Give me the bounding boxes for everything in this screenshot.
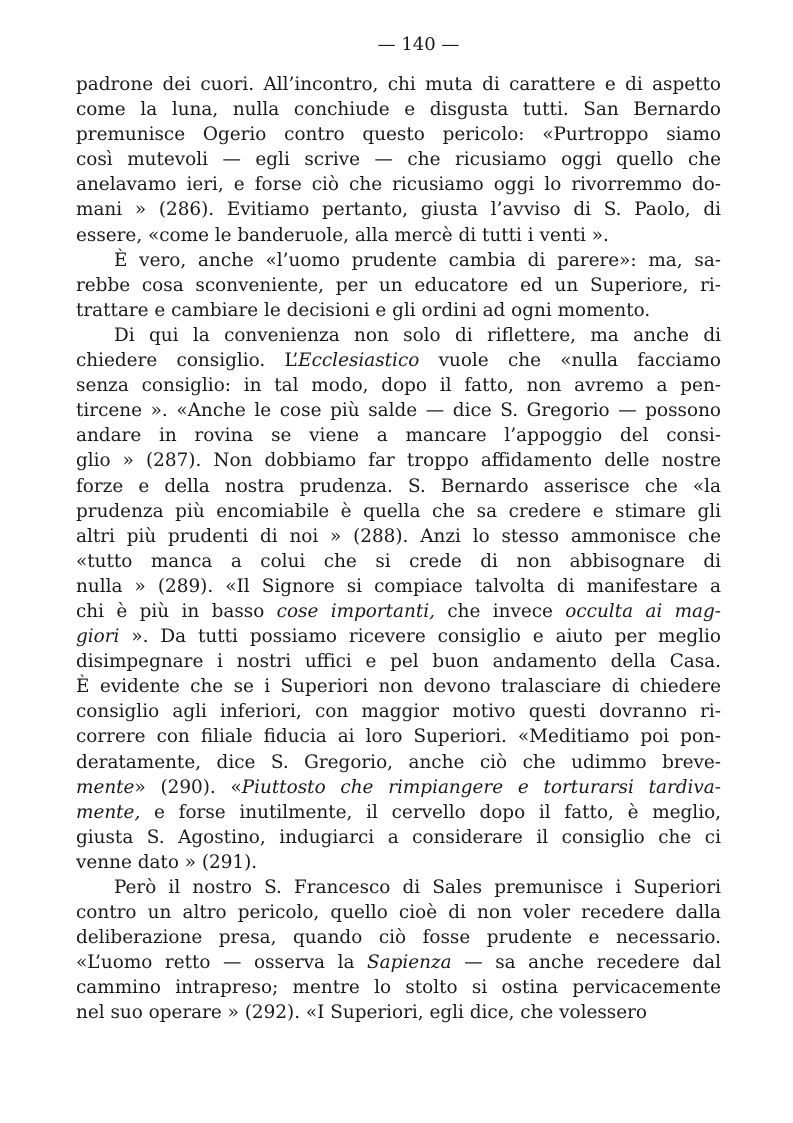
- text-run: anelavamo ieri, e forse ciò che ricusiamo oggi lo rivorremmo do-: [76, 174, 721, 196]
- paragraph: [76, 72, 721, 248]
- text-line: [76, 549, 721, 574]
- text-run: glio » (287). Non dobbiamo far troppo affidamento delle nostre: [76, 450, 721, 472]
- text-run: Di qui la convenienza non solo di riflettere, ma anche di: [114, 324, 721, 346]
- book-page: [76, 30, 721, 1026]
- text-run: come la luna, nulla conchiude e disgusta tutti. San Bernardo: [76, 99, 721, 121]
- text-line: [76, 624, 721, 649]
- text-run: cammino intrapreso; mentre lo stolto si ostina pervicacemente: [76, 977, 721, 999]
- text-run: È vero, anche «l’uomo prudente cambia di parere»: ma, sa-: [114, 249, 721, 271]
- text-run: giusta S. Agostino, indugiarci a considerare il consiglio che ci: [76, 826, 721, 848]
- text-line: [76, 800, 721, 825]
- text-run: «L’uomo retto — osserva la: [76, 952, 368, 974]
- text-run: — sa anche recedere dal: [451, 952, 721, 974]
- text-line: [76, 122, 721, 147]
- text-line: [76, 599, 721, 624]
- italic-text: mente,: [76, 801, 141, 823]
- text-run: che invece: [434, 600, 566, 622]
- text-run: premunisce Ogerio contro questo pericolo: «Purtroppo siamo: [76, 124, 721, 146]
- text-run: contro un altro pericolo, quello cioè di non voler recedere dalla: [76, 902, 721, 924]
- text-run: vuole che «nulla facciamo: [419, 350, 721, 372]
- text-run: nulla » (289). «Il Signore si compiace talvolta di manifestare a: [76, 575, 721, 597]
- text-line: [76, 223, 721, 248]
- text-run: rebbe cosa sconveniente, per un educatore ed un Superiore, ri-: [76, 274, 721, 296]
- text-line: [76, 398, 721, 423]
- text-run: deliberazione presa, quando ciò fosse prudente e necessario.: [76, 927, 721, 949]
- text-run: prudenza più encomiabile è quella che sa credere e stimare gli: [76, 500, 721, 522]
- paragraph: [76, 875, 721, 1026]
- text-line: [76, 1000, 721, 1025]
- text-run: tircene ». «Anche le cose più salde — dice S. Gregorio — possono: [76, 400, 721, 422]
- text-line: [76, 975, 721, 1000]
- text-run: senza consiglio: in tal modo, dopo il fatto, non avremo a pen-: [76, 375, 721, 397]
- text-line: [76, 298, 721, 323]
- text-line: [76, 72, 721, 97]
- text-line: [76, 900, 721, 925]
- text-line: [76, 925, 721, 950]
- paragraph: [76, 248, 721, 323]
- text-line: [76, 750, 721, 775]
- text-line: [76, 448, 721, 473]
- italic-text: mente: [76, 776, 135, 798]
- text-run: trattare e cambiare le decisioni e gli ordini ad ogni momento.: [76, 299, 651, 321]
- text-run: Però il nostro S. Francesco di Sales premunisce i Superiori: [114, 877, 721, 898]
- italic-text: occulta ai mag-: [565, 600, 721, 622]
- text-line: [76, 474, 721, 499]
- text-line: [76, 248, 721, 273]
- text-run: consiglio agli inferiori, con maggior motivo questi dovranno ri-: [76, 701, 721, 723]
- text-run: correre con filiale fiducia ai loro Superiori. «Meditiamo poi pon-: [76, 726, 721, 748]
- text-run: nel suo operare » (292). «I Superiori, egli dice, che volessero: [76, 1002, 647, 1024]
- text-run: andare in rovina se viene a mancare l’appoggio del consi-: [76, 425, 721, 447]
- italic-text: Ecclesiastico: [298, 350, 420, 372]
- text-line: [76, 348, 721, 373]
- text-line: [76, 423, 721, 448]
- text-line: [76, 524, 721, 549]
- text-line: [76, 674, 721, 699]
- text-line: [76, 499, 721, 524]
- text-run: venne dato » (291).: [76, 851, 258, 873]
- text-run: deratamente, dice S. Gregorio, anche ciò che udimmo breve-: [76, 751, 721, 773]
- paragraph: [76, 323, 721, 875]
- text-run: mani » (286). Evitiamo pertanto, giusta l’avviso di S. Paolo, di: [76, 199, 721, 221]
- text-run: » (290). «: [134, 776, 242, 798]
- text-run: altri più prudenti di noi » (288). Anzi lo stesso ammonisce che: [76, 525, 721, 547]
- italic-text: cose importanti,: [276, 600, 435, 622]
- text-line: [76, 373, 721, 398]
- text-line: [76, 147, 721, 172]
- text-run: padrone dei cuori. All’incontro, chi muta di carattere e di aspetto: [76, 74, 721, 95]
- page-number: — 140 —: [377, 34, 460, 55]
- text-body: [76, 72, 721, 1026]
- text-run: È evidente che se i Superiori non devono tralasciare di chiedere: [76, 676, 721, 698]
- text-run: così mutevoli — egli scrive — che ricusiamo oggi quello che: [76, 149, 721, 171]
- text-run: essere, «come le banderuole, alla mercè di tutti i venti ».: [76, 224, 609, 246]
- text-run: ». Da tutti possiamo ricevere consiglio e aiuto per meglio: [119, 626, 721, 648]
- text-run: «tutto manca a colui che si crede di non abbisognare di: [76, 550, 721, 572]
- italic-text: Sapienza: [367, 952, 452, 974]
- text-line: [76, 197, 721, 222]
- text-line: [76, 649, 721, 674]
- italic-text: Piuttosto che rimpiangere e torturarsi tardiva-: [241, 776, 721, 798]
- text-run: disimpegnare i nostri uffici e pel buon andamento della Casa.: [76, 651, 721, 673]
- text-line: [76, 850, 721, 875]
- text-run: chiedere consiglio. L’: [76, 350, 299, 372]
- text-line: [76, 724, 721, 749]
- text-line: [76, 273, 721, 298]
- text-run: forze e della nostra prudenza. S. Bernardo asserisce che «la: [76, 475, 721, 497]
- text-line: [76, 172, 721, 197]
- italic-text: giori: [76, 626, 120, 648]
- text-line: [76, 775, 721, 800]
- text-line: [76, 875, 721, 900]
- text-line: [76, 97, 721, 122]
- text-line: [76, 699, 721, 724]
- text-run: e forse inutilmente, il cervello dopo il fatto, è meglio,: [140, 801, 721, 823]
- text-run: chi è più in basso: [76, 600, 277, 622]
- text-line: [76, 825, 721, 850]
- text-line: [76, 323, 721, 348]
- text-line: [76, 950, 721, 975]
- text-line: [76, 574, 721, 599]
